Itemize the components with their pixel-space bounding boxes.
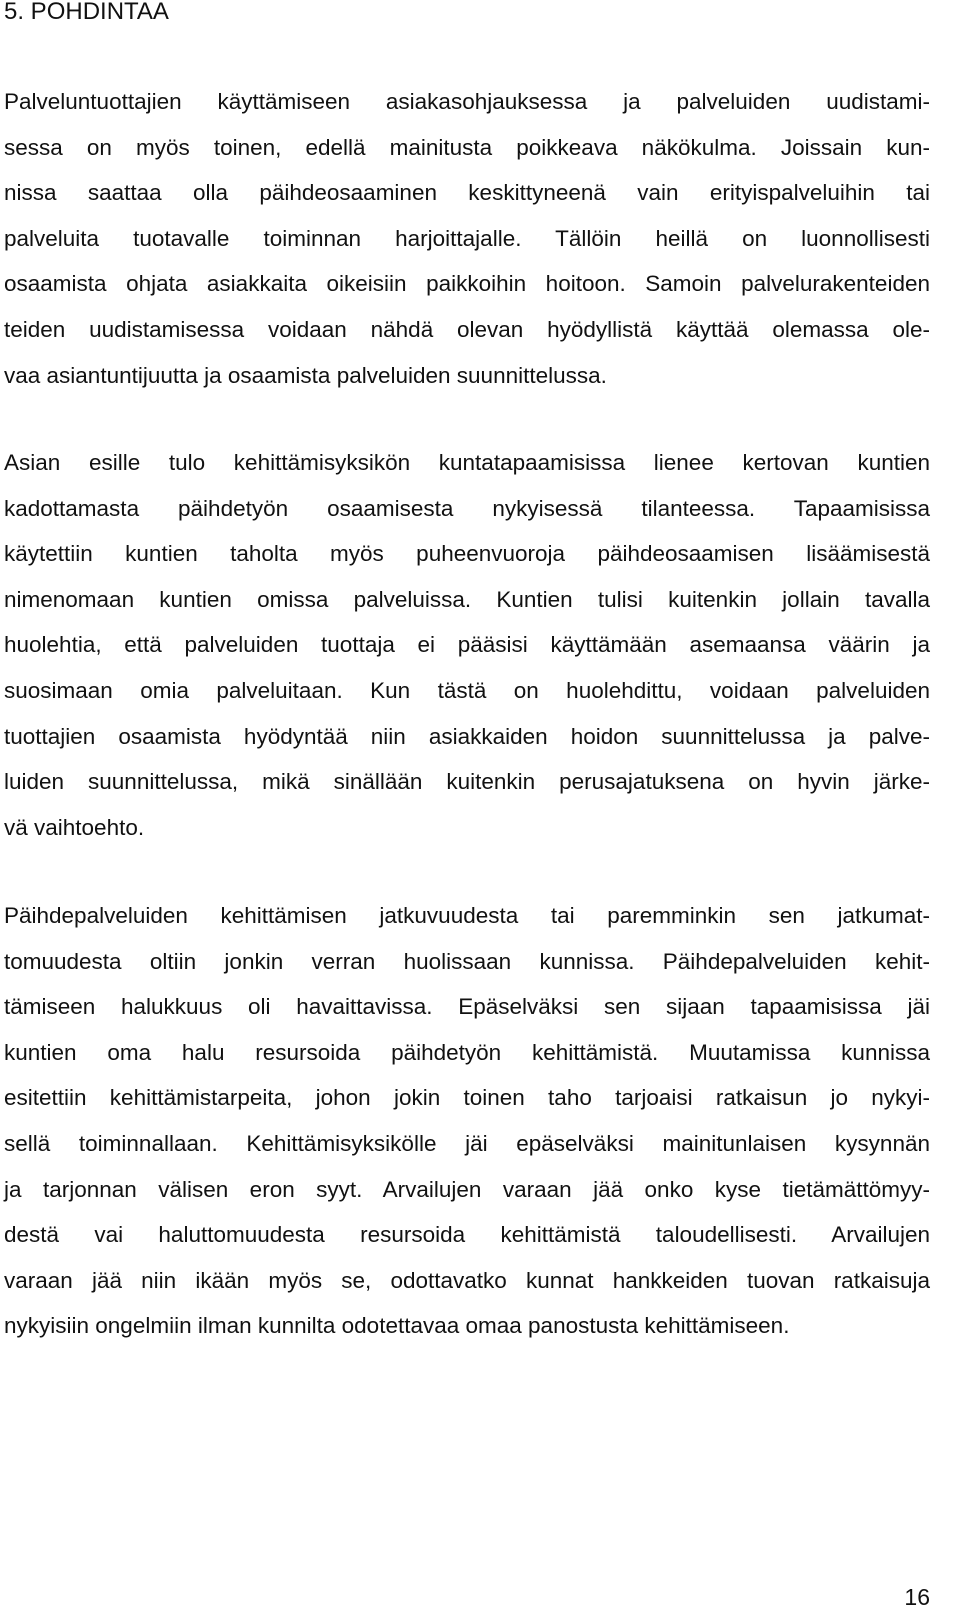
text-line: nissa saattaa olla päihdeosaaminen keskittyneenä vain erityispalveluihin tai <box>4 180 930 206</box>
text-line: käytettiin kuntien taholta myös puheenvuoroja päihdeosaamisen lisäämisestä <box>4 541 930 567</box>
text-line: Asian esille tulo kehittämisyksikön kuntatapaamisissa lienee kertovan kuntien <box>4 450 930 475</box>
text-line: destä vai haluttomuudesta resursoida kehittämistä taloudellisesti. Arvailujen <box>4 1222 930 1248</box>
text-line: tämiseen halukkuus oli havaittavissa. Epäselväksi sen sijaan tapaamisissa jäi <box>4 994 930 1020</box>
paragraph <box>4 440 930 850</box>
text-line: kadottamasta päihdetyön osaamisesta nykyisessä tilanteessa. Tapaamisissa <box>4 495 930 521</box>
text-line: tomuudesta oltiin jonkin verran huolissaan kunnissa. Päihdepalveluiden kehit- <box>4 948 930 974</box>
text-line: tuottajien osaamista hyödyntää niin asiakkaiden hoidon suunnittelussa ja palve- <box>4 723 930 749</box>
text-line: sellä toiminnallaan. Kehittämisyksikölle jäi epäselväksi mainitunlaisen kysynnän <box>4 1130 930 1156</box>
text-line: teiden uudistamisessa voidaan nähdä olevan hyödyllistä käyttää olemassa ole- <box>4 316 930 342</box>
text-line: Päihdepalveluiden kehittämisen jatkuvuudesta tai paremminkin sen jatkumat- <box>4 903 930 928</box>
text-line: sessa on myös toinen, edellä mainitusta poikkeava näkökulma. Joissain kun- <box>4 134 930 160</box>
text-line: varaan jää niin ikään myös se, odottavatko kunnat hankkeiden tuovan ratkaisuja <box>4 1267 930 1293</box>
text-line: suosimaan omia palveluitaan. Kun tästä on huolehdittu, voidaan palveluiden <box>4 677 930 703</box>
text-line: esitettiin kehittämistarpeita, johon jokin toinen taho tarjoaisi ratkaisun jo nykyi- <box>4 1085 930 1111</box>
paragraph <box>4 79 930 398</box>
text-line: kuntien oma halu resursoida päihdetyön kehittämistä. Muutamissa kunnissa <box>4 1039 930 1065</box>
page-number: 16 <box>904 1584 930 1610</box>
text-line: ja tarjonnan välisen eron syyt. Arvailujen varaan jää onko kyse tietämättömyy- <box>4 1176 930 1202</box>
text-line: vaa asiantuntijuutta ja osaamista palveluiden suunnittelussa. <box>4 362 607 388</box>
text-line: Palveluntuottajien käyttämiseen asiakasohjauksessa ja palveluiden uudistami- <box>4 89 930 114</box>
text-line: osaamista ohjata asiakkaita oikeisiin paikkoihin hoitoon. Samoin palvelurakenteiden <box>4 271 930 297</box>
text-line: nykyisiin ongelmiin ilman kunnilta odotettavaa omaa panostusta kehittämiseen. <box>4 1313 790 1339</box>
section-heading: 5. POHDINTAA <box>4 0 169 25</box>
text-line: nimenomaan kuntien omissa palveluissa. Kuntien tulisi kuitenkin jollain tavalla <box>4 586 930 612</box>
text-line: huolehtia, että palveluiden tuottaja ei pääsisi käyttämään asemaansa väärin ja <box>4 632 930 658</box>
paragraph <box>4 893 930 1349</box>
text-line: vä vaihtoehto. <box>4 814 145 840</box>
text-line: luiden suunnittelussa, mikä sinällään kuitenkin perusajatuksena on hyvin järke- <box>4 769 930 795</box>
text-line: palveluita tuotavalle toiminnan harjoittajalle. Tällöin heillä on luonnollisesti <box>4 225 930 251</box>
